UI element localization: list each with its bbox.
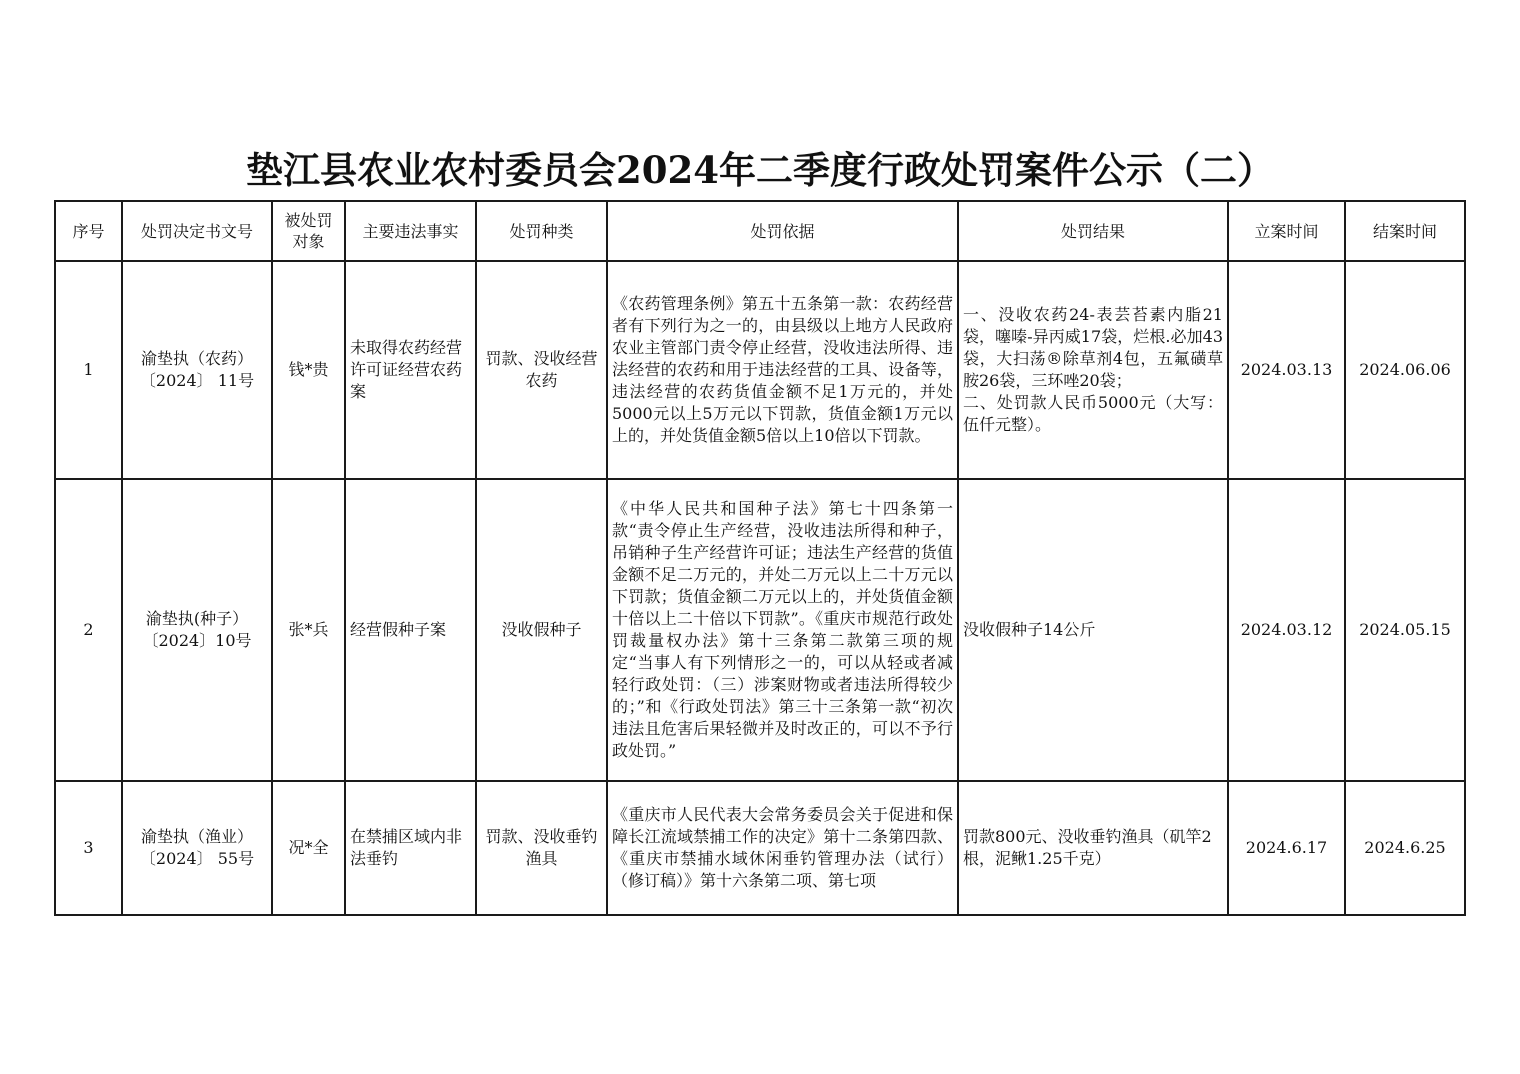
- header-party-text: 被处罚对象: [284, 211, 333, 251]
- cell-party: 况*全: [272, 781, 345, 915]
- cell-facts: 在禁捕区域内非法垂钓: [345, 781, 476, 915]
- cell-basis: 《中华人民共和国种子法》第七十四条第一款“责令停止生产经营，没收违法所得和种子，吊销种子生产经营许可证；违法生产经营的货值金额不足二万元的，并处二万元以上二十万元以下罚款；货值金额二万元以上的，并处货值金额十倍以上二十倍以下罚款”。《重庆市规范行政处罚裁量权办法》第十三条第二款第三项的规定“当事人有下列情形之一的，可以从轻或者减轻行政处罚：（三）涉案财物或者违法所得较少的；”和《行政处罚法》第三十三条第一款“初次违法且危害后果轻微并及时改正的，可以不予行政处罚。”: [607, 479, 958, 781]
- cell-basis: 《重庆市人民代表大会常务委员会关于促进和保障长江流域禁捕工作的决定》第十二条第四款、《重庆市禁捕水域休闲垂钓管理办法（试行）（修订稿）》第十六条第二项、第七项: [607, 781, 958, 915]
- cell-closed: 2024.06.06: [1345, 261, 1465, 479]
- header-party: [272, 201, 345, 261]
- cell-filed: 2024.03.12: [1228, 479, 1345, 781]
- penalty-table: [54, 200, 1466, 916]
- cell-filed: 2024.03.13: [1228, 261, 1345, 479]
- header-doc-no: 处罚决定书文号: [122, 201, 272, 261]
- cell-no: 1: [55, 261, 122, 479]
- cell-facts: 未取得农药经营许可证经营农药案: [345, 261, 476, 479]
- header-filed: 立案时间: [1228, 201, 1345, 261]
- header-result: 处罚结果: [958, 201, 1228, 261]
- table-header-row: [55, 201, 1465, 261]
- cell-result: 没收假种子14公斤: [958, 479, 1228, 781]
- header-no: 序号: [55, 201, 122, 261]
- cell-closed: 2024.05.15: [1345, 479, 1465, 781]
- cell-party: 钱*贵: [272, 261, 345, 479]
- header-basis: 处罚依据: [607, 201, 958, 261]
- cell-no: 2: [55, 479, 122, 781]
- cell-facts: 经营假种子案: [345, 479, 476, 781]
- table-row: [55, 781, 1465, 915]
- cell-no: 3: [55, 781, 122, 915]
- cell-filed: 2024.6.17: [1228, 781, 1345, 915]
- cell-closed: 2024.6.25: [1345, 781, 1465, 915]
- cell-party: 张*兵: [272, 479, 345, 781]
- cell-penalty-type: 罚款、没收垂钓渔具: [476, 781, 607, 915]
- cell-penalty-type: 没收假种子: [476, 479, 607, 781]
- cell-penalty-type: 罚款、没收经营农药: [476, 261, 607, 479]
- cell-result: 一、没收农药24-表芸苔素内脂21袋，噻嗪-异丙威17袋，烂根.必加43袋，大扫荡®除草剂4包，五氟磺草胺26袋，三环唑20袋； 二、处罚款人民币5000元（大写：伍仟元整）。: [958, 261, 1228, 479]
- cell-result: 罚款800元、没收垂钓渔具（矶竿2根，泥鳅1.25千克）: [958, 781, 1228, 915]
- table-row: [55, 261, 1465, 479]
- cell-doc-no: 渝垫执(种子）〔2024〕10号: [122, 479, 272, 781]
- header-penalty-type: 处罚种类: [476, 201, 607, 261]
- header-facts: 主要违法事实: [345, 201, 476, 261]
- page-title: 垫江县农业农村委员会2024年二季度行政处罚案件公示（二）: [246, 148, 1274, 192]
- table-row: [55, 479, 1465, 781]
- cell-basis: 《农药管理条例》第五十五条第一款：农药经营者有下列行为之一的，由县级以上地方人民政府农业主管部门责令停止经营，没收违法所得、违法经营的农药和用于违法经营的工具、设备等，违法经营的农药货值金额不足1万元的，并处5000元以上5万元以下罚款，货值金额1万元以上的，并处货值金额5倍以上10倍以下罚款。: [607, 261, 958, 479]
- header-closed: 结案时间: [1345, 201, 1465, 261]
- cell-doc-no: 渝垫执（渔业）〔2024〕 55号: [122, 781, 272, 915]
- cell-doc-no: 渝垫执（农药）〔2024〕 11号: [122, 261, 272, 479]
